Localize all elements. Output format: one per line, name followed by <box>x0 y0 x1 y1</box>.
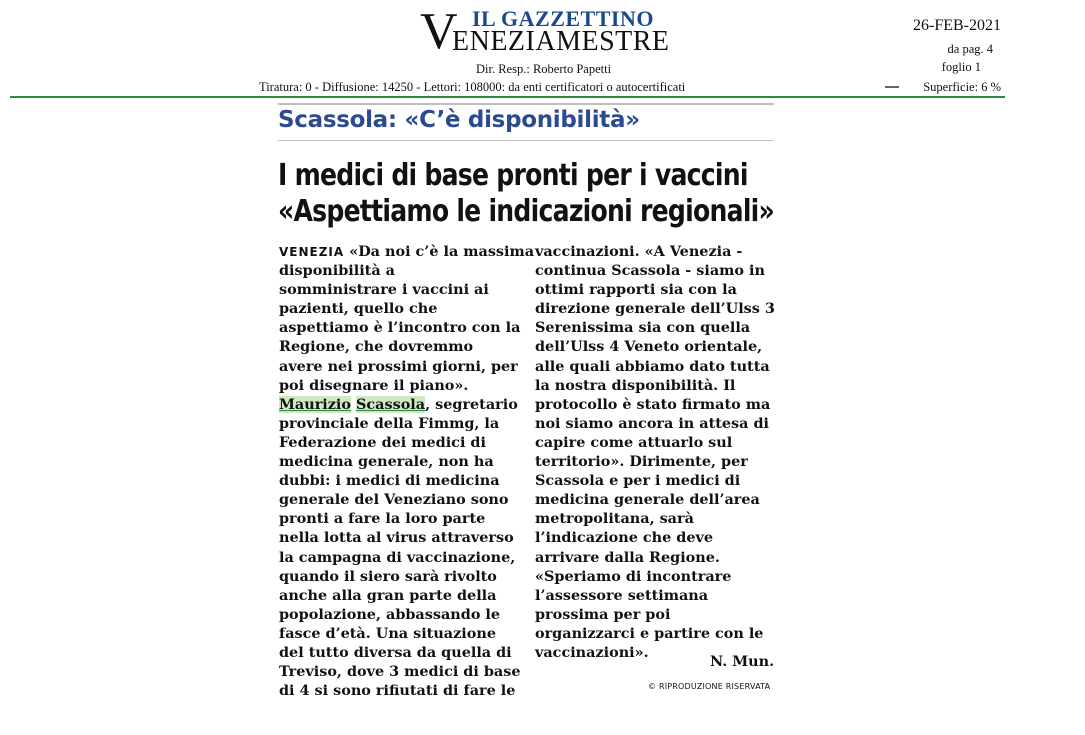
highlighted-name-last: Scassola <box>356 395 426 413</box>
highlighted-name-first: Maurizio <box>279 395 352 413</box>
publication-name: IL GAZZETTINO <box>472 6 654 31</box>
name-trailing-text: , segretario <box>425 395 518 413</box>
column-line: «Speriamo di incontrare <box>535 567 732 585</box>
column-line: anche alla gran parte della <box>279 586 497 604</box>
column-line: prossima per poi <box>535 605 671 623</box>
article-column-right <box>535 242 785 662</box>
column-line: vaccinazioni». <box>535 643 649 661</box>
surface-percentage: Superficie: 6 % <box>923 80 1001 94</box>
column-line: dell’Ulss 4 Veneto orientale, <box>535 338 763 356</box>
column-line: fasce d’età. Una situazione <box>279 624 496 642</box>
column-line: popolazione, abbassando le <box>279 605 501 623</box>
surface-marker <box>885 86 899 88</box>
column-line: arrivare dalla Regione. <box>535 548 720 566</box>
column-line: generale del Veneziano sono <box>279 491 509 509</box>
column-line: medicina generale, non ha <box>279 453 494 471</box>
column-line: continua Scassola - siamo in <box>535 262 765 280</box>
column-line: somministrare i vaccini ai <box>279 281 489 299</box>
column-line: l’assessore settimana <box>535 586 709 604</box>
rights-notice: © RIPRODUZIONE RISERVATA <box>648 682 771 691</box>
column-line: metropolitana, sarà <box>535 510 694 528</box>
column-line: aspettiamo è l’incontro con la <box>279 319 521 337</box>
column-line: Federazione dei medici di <box>279 433 486 451</box>
column-line: direzione generale dell’Ulss 3 <box>535 300 775 318</box>
column-line: Regione, che dovremmo <box>279 338 474 356</box>
column-line: la campagna di vaccinazione, <box>279 548 516 566</box>
kicker-divider <box>278 140 774 141</box>
director-line: Dir. Resp.: Roberto Papetti <box>476 62 612 76</box>
headline-line-2: «Aspettiamo le indicazioni regionali» <box>278 194 775 229</box>
column-line: l’indicazione che deve <box>535 529 714 547</box>
column-line: di 4 si sono rifiutati di fare le <box>279 682 516 700</box>
circulation-line: Tiratura: 0 - Diffusione: 14250 - Lettori: 108000: da enti certificatori o autocertificati <box>259 80 686 94</box>
column-line: capire come attuarlo sul <box>535 433 733 451</box>
column-line: Scassola e per i medici di <box>535 472 741 490</box>
column-line: la nostra disponibilità. Il <box>535 376 736 394</box>
column-line: pronti a fare la loro parte <box>279 510 486 528</box>
column-line: del tutto diversa da quella di <box>279 643 512 661</box>
column-line: organizzarci e partire con le <box>535 624 764 642</box>
column-line: ottimi rapporti sia con la <box>535 281 737 299</box>
column-line <box>279 242 535 261</box>
column-line: disponibilità a <box>279 262 395 280</box>
column-line <box>279 395 529 414</box>
dateline: VENEZIA <box>279 245 345 259</box>
article-kicker: Scassola: «C’è disponibilità» <box>278 107 640 133</box>
column-line: quando il siero sarà rivolto <box>279 567 497 585</box>
author-signature: N. Mun. <box>710 653 775 670</box>
column-line: protocollo è stato firmato ma <box>535 395 771 413</box>
sheet-number: foglio 1 <box>941 60 981 74</box>
column-line: territorio». Dirimente, per <box>535 453 748 471</box>
column-line: provinciale della Fimmg, la <box>279 414 500 432</box>
header-divider <box>10 96 1005 98</box>
column-line: nella lotta al virus attraverso <box>279 529 514 547</box>
headline-line-1: I medici di base pronti per i vaccini <box>278 158 748 193</box>
column-line: avere nei prossimi giorni, per <box>279 357 518 375</box>
column-line: dubbi: i medici di medicina <box>279 472 500 490</box>
article-column-left <box>279 242 535 700</box>
opening-text: «Da noi c’è la massima <box>344 243 535 260</box>
column-line: Treviso, dove 3 medici di base <box>279 663 521 681</box>
column-line: poi disegnare il piano». <box>279 376 469 394</box>
page-reference: da pag. 4 <box>947 42 993 56</box>
column-line: pazienti, quello che <box>279 300 438 318</box>
column-line: medicina generale dell’area <box>535 491 760 509</box>
column-line: Serenissima sia con quella <box>535 319 751 337</box>
masthead-logo-letter: V <box>420 3 458 60</box>
column-line: alle quali abbiamo dato tutta <box>535 357 770 375</box>
clip-date: 26-FEB-2021 <box>913 17 1001 34</box>
column-line: noi siamo ancora in attesa di <box>535 414 770 432</box>
article-top-rule <box>278 103 774 105</box>
publication-edition: ENEZIAMESTRE <box>452 26 670 57</box>
column-line: vaccinazioni. «A Venezia - <box>535 243 743 260</box>
